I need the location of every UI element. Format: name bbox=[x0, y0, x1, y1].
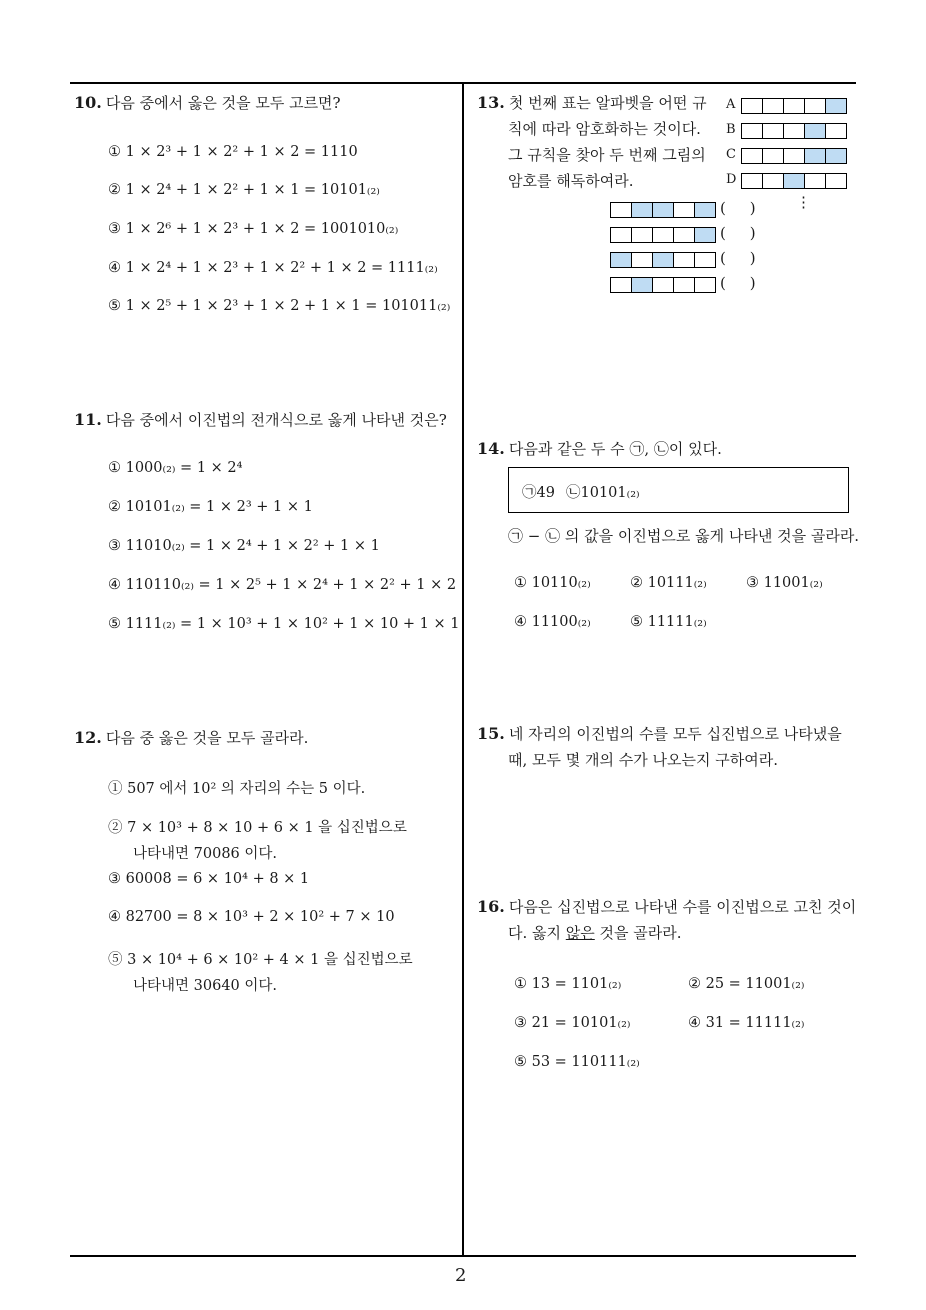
question-13 bbox=[477, 90, 717, 194]
shaded-cell bbox=[652, 202, 674, 218]
q11-option-4[interactable]: ④ 110110₍₂₎ = 1 × 2⁵ + 1 × 2⁴ + 1 × 2² + 1 × 2 bbox=[108, 577, 457, 593]
question-text: 다음 중에서 옳은 것을 모두 고르면? bbox=[105, 94, 341, 112]
q16-option-5[interactable]: ⑤ 53 = 110111₍₂₎ bbox=[514, 1054, 640, 1070]
grid-row bbox=[742, 123, 847, 139]
q12-option-5-cont: 나타내면 30640 이다. bbox=[133, 978, 277, 994]
q16-option-2[interactable]: ② 25 = 11001₍₂₎ bbox=[688, 976, 805, 992]
q14-option-5[interactable]: ⑤ 11111₍₂₎ bbox=[630, 614, 707, 630]
answer-blank[interactable]: ( ) bbox=[720, 274, 756, 292]
empty-cell bbox=[631, 227, 653, 243]
underlined-word: 않은 bbox=[565, 924, 595, 942]
question-number: 13. bbox=[477, 93, 505, 112]
q12-option-3[interactable]: ③ 60008 = 6 × 10⁴ + 8 × 1 bbox=[108, 871, 310, 887]
q16-option-1[interactable]: ① 13 = 1101₍₂₎ bbox=[514, 976, 622, 992]
grid-row bbox=[611, 277, 716, 293]
empty-cell bbox=[825, 173, 847, 189]
answer-blank[interactable]: ( ) bbox=[720, 224, 756, 242]
page-number: 2 bbox=[455, 1265, 467, 1286]
empty-cell bbox=[652, 227, 674, 243]
empty-cell bbox=[694, 277, 716, 293]
number-b: ㉡10101₍₂₎ bbox=[566, 485, 640, 501]
given-numbers-box bbox=[508, 467, 849, 513]
shaded-cell bbox=[804, 148, 826, 164]
question-prompt: ㉠ − ㉡ 의 값을 이진법으로 옳게 나타낸 것을 골라라. bbox=[508, 527, 860, 545]
empty-cell bbox=[652, 277, 674, 293]
question-text: 다음과 같은 두 수 ㉠, ㉡이 있다. bbox=[508, 440, 722, 458]
q12-option-5[interactable]: ⑤ 3 × 10⁴ + 6 × 10² + 4 × 1 을 십진법으로 bbox=[108, 952, 413, 968]
empty-cell bbox=[610, 277, 632, 293]
question-number: 10. bbox=[74, 93, 102, 112]
grid-row bbox=[742, 98, 847, 114]
question-text-line-2: 칙에 따라 암호화하는 것이다. bbox=[508, 120, 701, 138]
empty-cell bbox=[673, 227, 695, 243]
question-text: 다음 중 옳은 것을 모두 골라라. bbox=[105, 729, 309, 747]
empty-cell bbox=[783, 123, 805, 139]
empty-cell bbox=[783, 148, 805, 164]
column-divider bbox=[462, 82, 464, 1257]
empty-cell bbox=[610, 227, 632, 243]
grid-row bbox=[742, 148, 847, 164]
grid-row bbox=[611, 252, 716, 268]
question-text-line-2 bbox=[477, 920, 856, 946]
vertical-ellipsis: ⋮ bbox=[796, 193, 811, 211]
empty-cell bbox=[825, 123, 847, 139]
shaded-cell bbox=[610, 252, 632, 268]
question-number: 12. bbox=[74, 728, 102, 747]
question-text-line-1: 첫 번째 표는 알파벳을 어떤 규 bbox=[508, 94, 707, 112]
empty-cell bbox=[762, 123, 784, 139]
question-text-line-1: 네 자리의 이진법의 수를 모두 십진법으로 나타냈을 bbox=[508, 725, 842, 743]
empty-cell bbox=[673, 202, 695, 218]
number-a: ㉠49 bbox=[522, 485, 555, 501]
shaded-cell bbox=[631, 202, 653, 218]
q12-option-4[interactable]: ④ 82700 = 8 × 10³ + 2 × 10² + 7 × 10 bbox=[108, 909, 395, 925]
q11-option-2[interactable]: ② 10101₍₂₎ = 1 × 2³ + 1 × 1 bbox=[108, 499, 313, 515]
shaded-cell bbox=[783, 173, 805, 189]
question-text-line-3: 그 규칙을 찾아 두 번째 그림의 bbox=[508, 146, 706, 164]
shaded-cell bbox=[694, 227, 716, 243]
question-number: 14. bbox=[477, 439, 505, 458]
question-number: 15. bbox=[477, 724, 505, 743]
q12-option-1[interactable]: ① 507 에서 10² 의 자리의 수는 5 이다. bbox=[108, 781, 366, 797]
q12-option-2-cont: 나타내면 70086 이다. bbox=[133, 846, 277, 862]
text-part: 것을 골라라. bbox=[594, 924, 682, 942]
empty-cell bbox=[631, 252, 653, 268]
question-15 bbox=[477, 721, 842, 773]
q16-option-4[interactable]: ④ 31 = 11111₍₂₎ bbox=[688, 1015, 805, 1031]
question-number: 16. bbox=[477, 897, 505, 916]
empty-cell bbox=[762, 98, 784, 114]
empty-cell bbox=[804, 173, 826, 189]
text-part: 다. 옳지 bbox=[508, 924, 566, 942]
question-text-line-1: 다음은 십진법으로 나타낸 수를 이진법으로 고친 것이 bbox=[508, 898, 857, 916]
empty-cell bbox=[694, 252, 716, 268]
question-14 bbox=[477, 436, 722, 462]
empty-cell bbox=[741, 173, 763, 189]
question-16 bbox=[477, 894, 856, 946]
q10-option-2[interactable]: ② 1 × 2⁴ + 1 × 2² + 1 × 1 = 10101₍₂₎ bbox=[108, 182, 380, 198]
q14-option-2[interactable]: ② 10111₍₂₎ bbox=[630, 575, 707, 591]
empty-cell bbox=[741, 148, 763, 164]
grid-row bbox=[742, 173, 847, 189]
q10-option-5[interactable]: ⑤ 1 × 2⁵ + 1 × 2³ + 1 × 2 + 1 × 1 = 101011₍₂₎ bbox=[108, 298, 451, 314]
empty-cell bbox=[762, 173, 784, 189]
row-label: B bbox=[726, 122, 736, 137]
question-number: 11. bbox=[74, 410, 102, 429]
q11-option-1[interactable]: ① 1000₍₂₎ = 1 × 2⁴ bbox=[108, 460, 243, 476]
q14-option-3[interactable]: ③ 11001₍₂₎ bbox=[746, 575, 823, 591]
grid-row bbox=[611, 202, 716, 218]
q11-option-5[interactable]: ⑤ 1111₍₂₎ = 1 × 10³ + 1 × 10² + 1 × 10 + 1 × 1 bbox=[108, 616, 460, 632]
grid-row bbox=[611, 227, 716, 243]
shaded-cell bbox=[825, 148, 847, 164]
shaded-cell bbox=[694, 202, 716, 218]
q16-option-3[interactable]: ③ 21 = 10101₍₂₎ bbox=[514, 1015, 631, 1031]
empty-cell bbox=[673, 252, 695, 268]
empty-cell bbox=[741, 123, 763, 139]
shaded-cell bbox=[631, 277, 653, 293]
shaded-cell bbox=[825, 98, 847, 114]
empty-cell bbox=[804, 98, 826, 114]
question-11 bbox=[74, 407, 447, 433]
row-label: D bbox=[726, 172, 737, 187]
empty-cell bbox=[783, 98, 805, 114]
answer-blank[interactable]: ( ) bbox=[720, 199, 756, 217]
empty-cell bbox=[741, 98, 763, 114]
empty-cell bbox=[762, 148, 784, 164]
q10-option-1[interactable]: ① 1 × 2³ + 1 × 2² + 1 × 2 = 1110 bbox=[108, 144, 358, 160]
question-text-line-4: 암호를 해독하여라. bbox=[508, 172, 634, 190]
q10-option-3[interactable]: ③ 1 × 2⁶ + 1 × 2³ + 1 × 2 = 1001010₍₂₎ bbox=[108, 221, 399, 237]
question-text-line-2: 때, 모두 몇 개의 수가 나오는지 구하여라. bbox=[508, 751, 778, 769]
shaded-cell bbox=[652, 252, 674, 268]
q14-option-4[interactable]: ④ 11100₍₂₎ bbox=[514, 614, 591, 630]
row-label: A bbox=[726, 97, 736, 112]
answer-blank[interactable]: ( ) bbox=[720, 249, 756, 267]
question-10 bbox=[74, 90, 341, 116]
empty-cell bbox=[610, 202, 632, 218]
empty-cell bbox=[673, 277, 695, 293]
q10-option-4[interactable]: ④ 1 × 2⁴ + 1 × 2³ + 1 × 2² + 1 × 2 = 1111₍₂₎ bbox=[108, 260, 438, 276]
q14-option-1[interactable]: ① 10110₍₂₎ bbox=[514, 575, 591, 591]
shaded-cell bbox=[804, 123, 826, 139]
question-text: 다음 중에서 이진법의 전개식으로 옳게 나타낸 것은? bbox=[105, 411, 447, 429]
question-12 bbox=[74, 725, 308, 751]
q11-option-3[interactable]: ③ 11010₍₂₎ = 1 × 2⁴ + 1 × 2² + 1 × 1 bbox=[108, 538, 380, 554]
row-label: C bbox=[726, 147, 736, 162]
q12-option-2[interactable]: ② 7 × 10³ + 8 × 10 + 6 × 1 을 십진법으로 bbox=[108, 820, 407, 836]
